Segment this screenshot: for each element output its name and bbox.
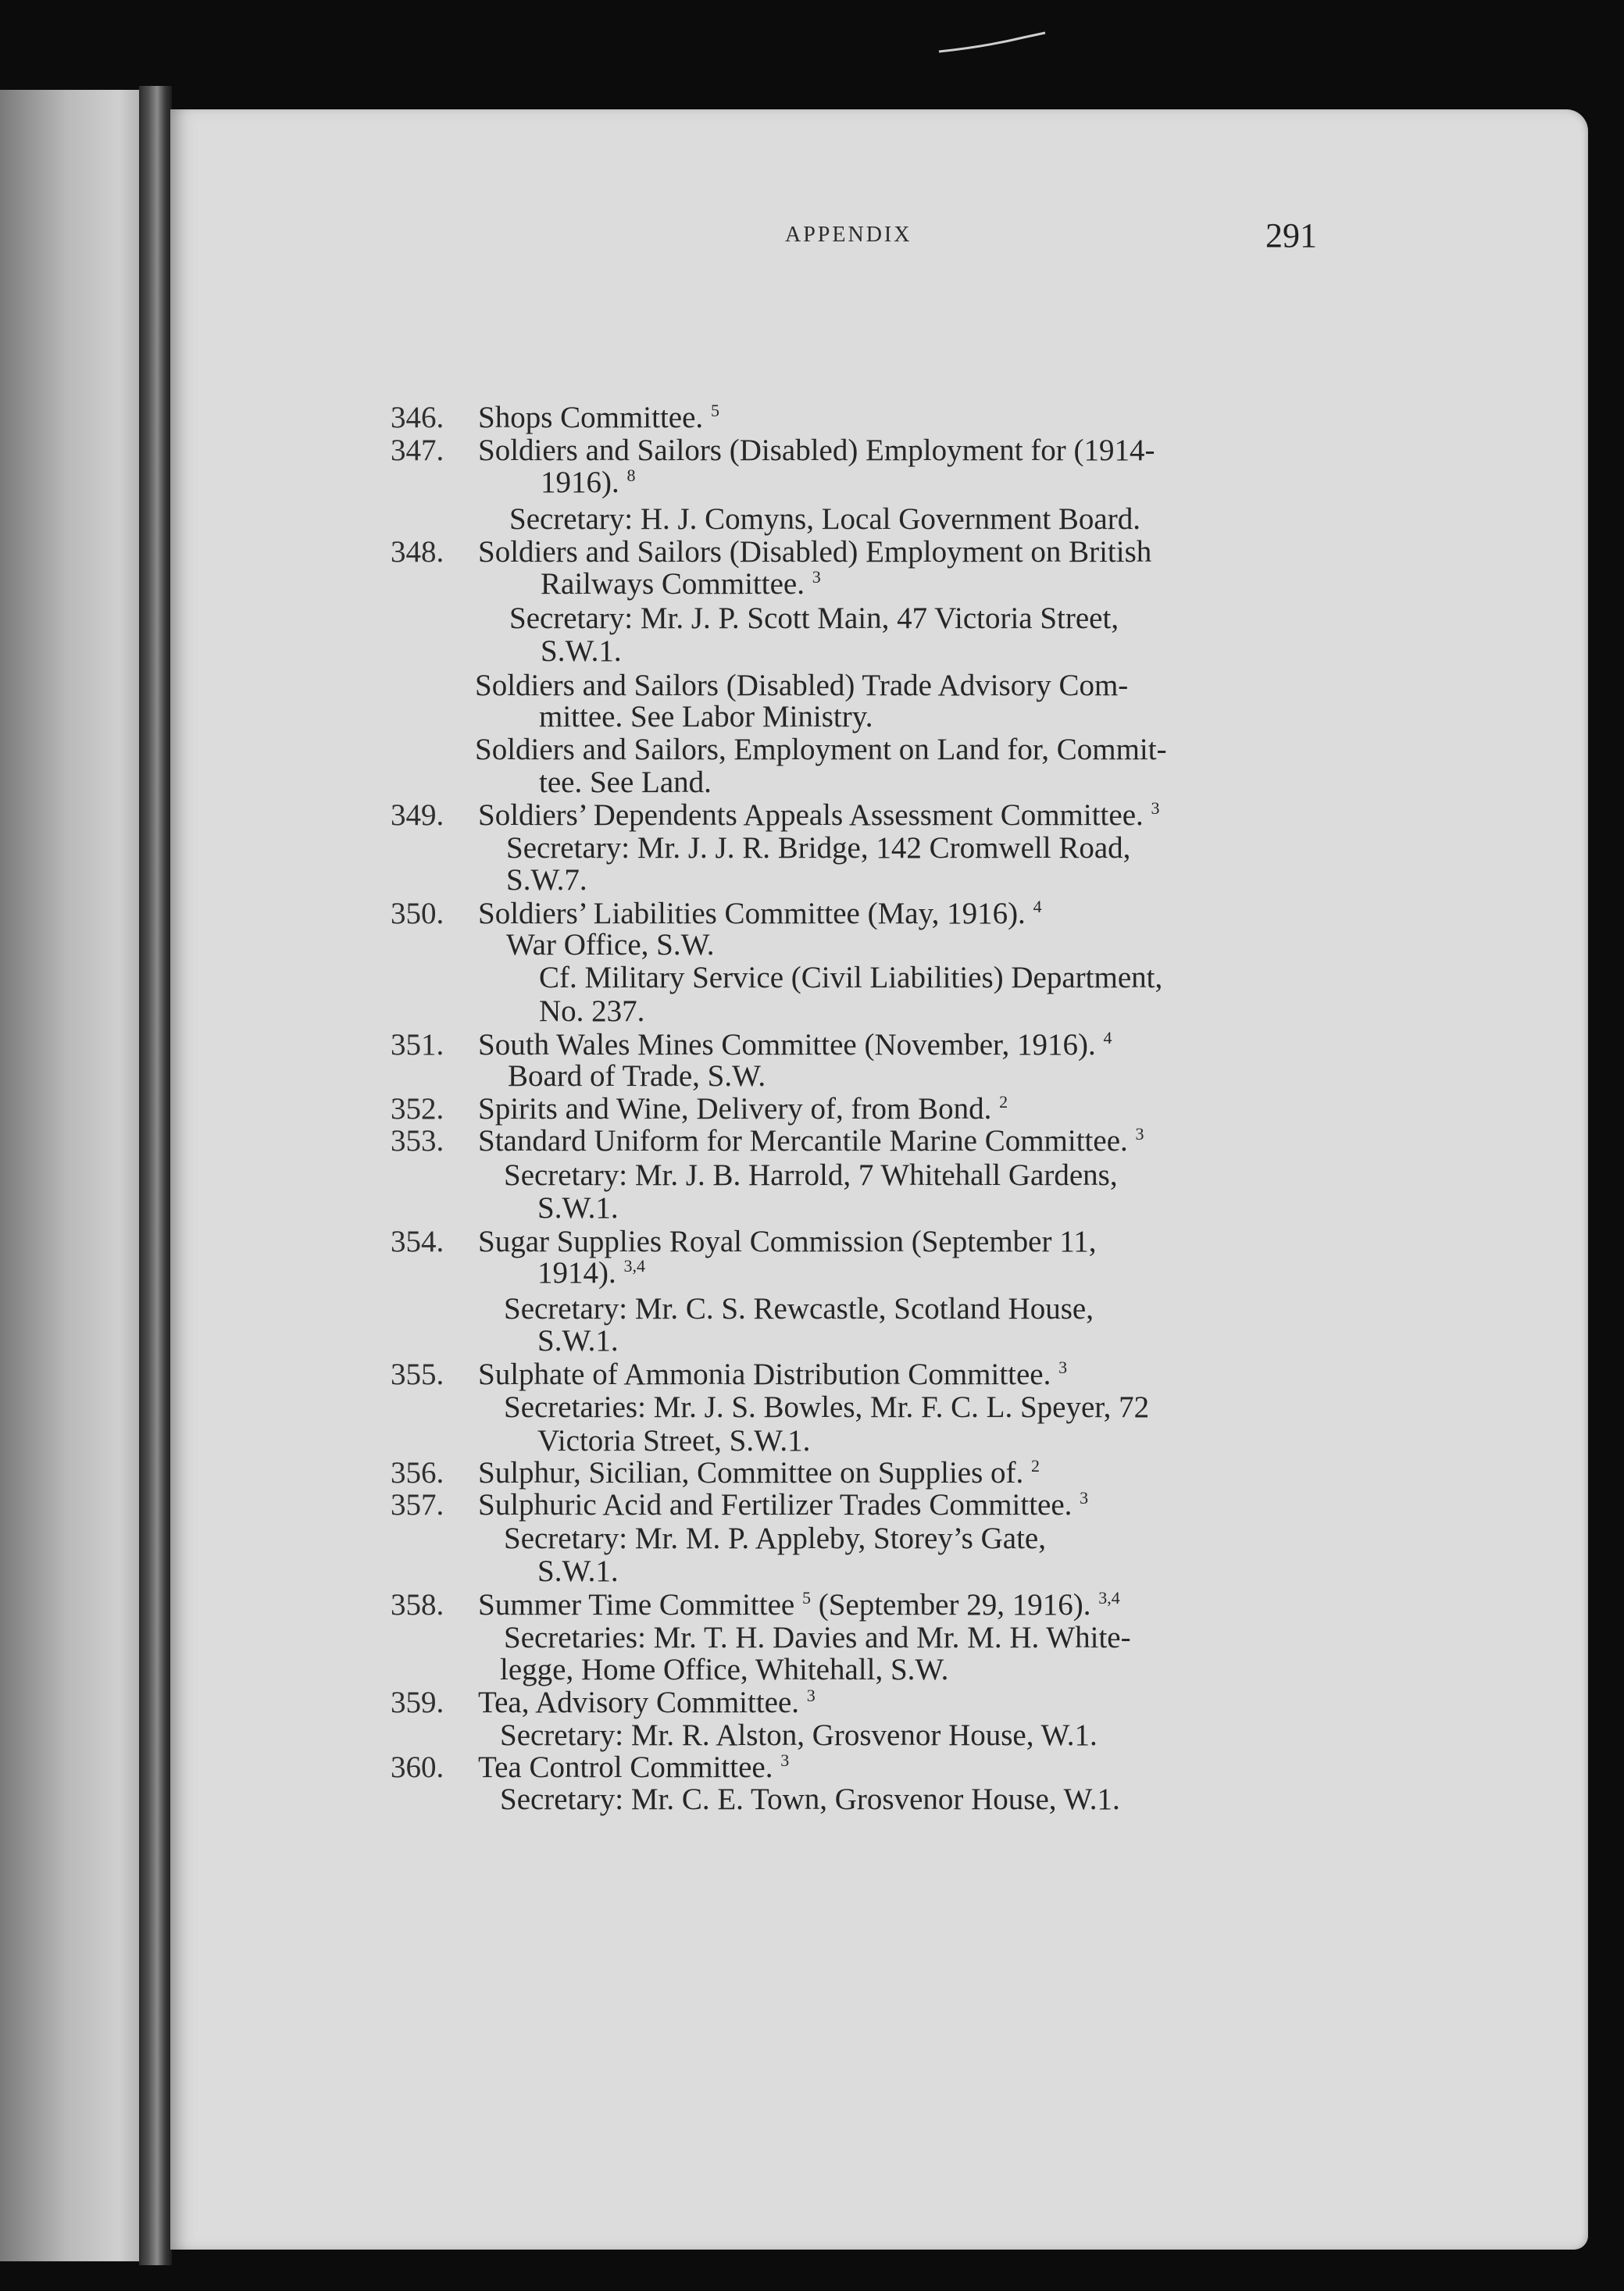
footnote-marker: 3 [812,567,821,587]
line-text: Cf. Military Service (Civil Liabilities) Department, [539,961,1163,994]
entry-title-line [478,1490,1088,1520]
entry-continuation-line [506,930,715,960]
entry-number: 358. [391,1588,444,1622]
entry-title-line [478,1226,1097,1257]
footnote-marker: 4 [1103,1028,1112,1047]
line-text: Secretary: Mr. J. J. R. Bridge, 142 Cromwell Road, [506,831,1131,865]
line-text: Standard Uniform for Mercantile Marine Committee. [478,1124,1128,1158]
line-text: S.W.1. [537,1191,619,1225]
line-text: Soldiers and Sailors (Disabled) Employment on British [478,535,1152,569]
footnote-marker: 4 [1033,897,1042,916]
entry-continuation-line [541,569,821,599]
entry-continuation-line [541,636,622,666]
footnote-marker: 3 [1135,1124,1144,1144]
entry-number: 359. [391,1686,444,1719]
line-text: Tea Control Committee. [478,1750,773,1784]
entry-continuation-line [504,1523,1046,1554]
line-text: Sulphate of Ammonia Distribution Committee. [478,1358,1051,1391]
line-text: 1916). [541,466,619,499]
entry-title-line [478,800,1160,830]
entry-continuation-line [541,467,636,498]
entry-continuation-line [537,1326,619,1356]
entry-title-line [478,1126,1144,1156]
entry-continuation-line [500,1720,1098,1750]
entry-continuation-line [537,1193,619,1223]
entry-number: 357. [391,1488,444,1522]
line-text: Secretaries: Mr. T. H. Davies and Mr. M. H. White- [504,1621,1131,1654]
entry-continuation-line [539,962,1162,993]
footnote-marker: 3 [806,1686,816,1705]
entry-continuation-line [539,767,712,798]
entry-continuation-line [506,865,587,895]
line-text: Soldiers and Sailors, Employment on Land for, Commit- [475,733,1167,766]
entry-number: 349. [391,798,444,832]
footnote-marker: 3 [1151,798,1160,818]
entry-number: 346. [391,401,444,434]
line-text: Tea, Advisory Committee. [478,1686,800,1719]
line-text: Secretaries: Mr. J. S. Bowles, Mr. F. C. L. Speyer, 72 [504,1390,1150,1424]
entry-continuation-line [475,734,1167,765]
entry-number: 360. [391,1750,444,1784]
line-text: S.W.1. [537,1324,619,1358]
entry-title-line [478,1359,1067,1390]
line-text: Soldiers’ Dependents Appeals Assessment Committee. [478,798,1144,832]
line-text-after: (September 29, 1916). [810,1588,1091,1622]
line-text: Sulphuric Acid and Fertilizer Trades Committee. [478,1488,1073,1522]
entry-number: 351. [391,1028,444,1062]
line-text: No. 237. [539,994,645,1028]
line-text: S.W.7. [506,863,587,897]
line-text: 1914). [537,1256,616,1290]
entry-continuation-line [537,1426,810,1456]
footnote-marker: 5 [710,401,719,420]
entry-continuation-line [509,603,1119,633]
entry-number: 353. [391,1124,444,1158]
entry-continuation-line [508,1061,766,1091]
entry-title-line [478,1752,789,1782]
footnote-marker: 3 [780,1750,790,1770]
line-text: S.W.1. [537,1554,619,1588]
page-number: 291 [1265,216,1317,255]
line-text: Sugar Supplies Royal Commission (September 11, [478,1225,1097,1258]
entry-continuation-line [537,1556,619,1586]
entry-number: 355. [391,1358,444,1391]
footnote-marker: 3,4 [1098,1588,1120,1608]
line-text: South Wales Mines Committee (November, 1916). [478,1028,1096,1062]
entry-continuation-line [539,996,644,1026]
line-text: Secretary: Mr. J. P. Scott Main, 47 Victoria Street, [509,601,1119,635]
entry-title-line [478,537,1151,567]
line-text: Secretary: Mr. M. P. Appleby, Storey’s Gate, [504,1522,1046,1555]
line-text: Shops Committee. [478,401,704,434]
entry-number: 352. [391,1092,444,1126]
running-head: APPENDIX [785,223,912,247]
line-text: Secretary: Mr. C. E. Town, Grosvenor House, W.1. [500,1782,1120,1816]
line-text: Sulphur, Sicilian, Committee on Supplies of. [478,1456,1024,1490]
line-text: Soldiers and Sailors (Disabled) Trade Advisory Com- [475,669,1129,702]
entry-title-line [478,898,1042,929]
footnote-marker: 3 [1058,1358,1068,1377]
line-text: Secretary: H. J. Comyns, Local Government Board. [509,502,1140,536]
entry-title-line [478,1590,1120,1620]
entry-number: 347. [391,434,444,467]
entry-number: 354. [391,1225,444,1258]
line-text: Secretary: Mr. J. B. Harrold, 7 Whitehall Gardens, [504,1158,1118,1192]
entry-number: 350. [391,897,444,930]
entry-number: 356. [391,1456,444,1490]
entry-continuation-line [500,1784,1120,1815]
line-text: Secretary: Mr. C. S. Rewcastle, Scotland House, [504,1292,1094,1326]
entry-continuation-line [500,1654,948,1685]
line-text: Secretary: Mr. R. Alston, Grosvenor House, W.1. [500,1718,1098,1752]
footnote-marker: 8 [626,466,636,485]
entry-continuation-line [504,1294,1094,1324]
entry-title-line [478,1030,1112,1060]
line-text: Railways Committee. [541,567,805,601]
line-text: tee. See Land. [539,765,712,799]
entry-title-line [478,1458,1040,1488]
entry-continuation-line [504,1392,1149,1422]
entry-continuation-line [504,1160,1118,1190]
line-text: mittee. See Labor Ministry. [539,700,873,733]
entry-continuation-line [537,1258,645,1288]
entry-continuation-line [475,670,1128,701]
line-text: Soldiers and Sailors (Disabled) Employment for (1914- [478,434,1155,467]
footnote-marker: 2 [999,1092,1008,1112]
line-text: Soldiers’ Liabilities Committee (May, 1916). [478,897,1026,930]
entry-title-line [478,402,719,433]
footnote-marker: 3 [1080,1488,1089,1508]
line-text: Board of Trade, S.W. [508,1059,766,1093]
line-text: Summer Time Committee [478,1588,795,1622]
entry-title-line [478,435,1155,466]
line-text: War Office, S.W. [506,928,715,962]
line-text: S.W.1. [541,634,622,668]
entry-title-line [478,1687,816,1718]
entry-title-line [478,1094,1008,1124]
entry-continuation-line [504,1622,1131,1653]
entry-continuation-line [506,833,1130,863]
entry-continuation-line [509,504,1140,534]
line-text: Spirits and Wine, Delivery of, from Bond. [478,1092,992,1126]
entry-continuation-line [539,701,873,732]
footnote-marker: 2 [1031,1456,1040,1476]
line-text: Victoria Street, S.W.1. [537,1424,811,1458]
line-text: legge, Home Office, Whitehall, S.W. [500,1653,949,1686]
footnote-marker: 3,4 [623,1256,645,1276]
entry-number: 348. [391,535,444,569]
footnote-marker: 5 [801,1588,811,1608]
